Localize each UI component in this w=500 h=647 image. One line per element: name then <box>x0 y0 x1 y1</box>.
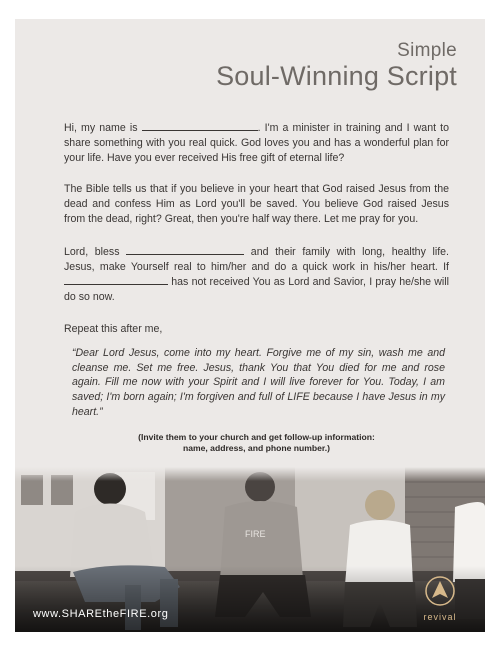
salvation-prayer: “Dear Lord Jesus, come into my heart. Forgive me of my sin, wash me and cleanse me. Set me free. Jesus, thank You that You died for me and rose again. Fill me now with your Spirit and I will live forever for You. Today, I am saved; I'm born again; I'm forgiven and full of LIFE because I have Jesus in my heart.” <box>72 346 445 418</box>
script-page <box>15 19 485 632</box>
intro-end-text: . I'm a minister in training and I want to share something with you real quick. God loves you and has a wonderful plan for your life. Have you ever received His free gift of eternal life? <box>64 122 449 164</box>
intro-start-text: Hi, my name is <box>64 122 138 134</box>
script-body <box>64 120 449 455</box>
website-url[interactable]: www.SHAREtheFIRE.org <box>33 608 169 620</box>
belief-paragraph: The Bible tells us that if you believe in your heart that God raised Jesus from the dead and confess Him as Lord you'll be saved. You believe God raised Jesus from the dead, right? Great, then you're half way there. Let me pray for you. <box>64 183 449 225</box>
title-line-main: Soul-Winning Script <box>216 61 457 91</box>
photo-top-fade <box>15 467 485 481</box>
revival-logo-text: revival <box>423 612 457 622</box>
follow-up-note <box>64 432 449 455</box>
repeat-instruction: Repeat this after me, <box>64 322 163 335</box>
blessing-start-text: Lord, bless <box>64 245 120 258</box>
blessing-paragraph <box>64 244 449 305</box>
follow-up-note-line2: name, address, and phone number.) <box>182 443 331 454</box>
person-blank-line-2 <box>64 274 168 285</box>
name-blank-line <box>142 120 258 131</box>
revival-logo <box>417 576 463 622</box>
blessing-middle-text: and their family with long, healthy life. Jesus, make Yourself real to him/her and do a quick work in his/her heart. If <box>64 245 449 273</box>
person-blank-line <box>126 244 244 255</box>
title-line-simple: Simple <box>397 40 457 61</box>
blessing-end-text: has not received You as Lord and Savior, I pray he/she will do so now. <box>64 276 449 304</box>
intro-paragraph <box>64 120 449 165</box>
flame-logo-icon <box>425 576 455 606</box>
group-photo <box>15 467 485 632</box>
follow-up-note-line1: (Invite them to your church and get follow-up information: <box>138 431 375 442</box>
page-title <box>216 41 457 91</box>
